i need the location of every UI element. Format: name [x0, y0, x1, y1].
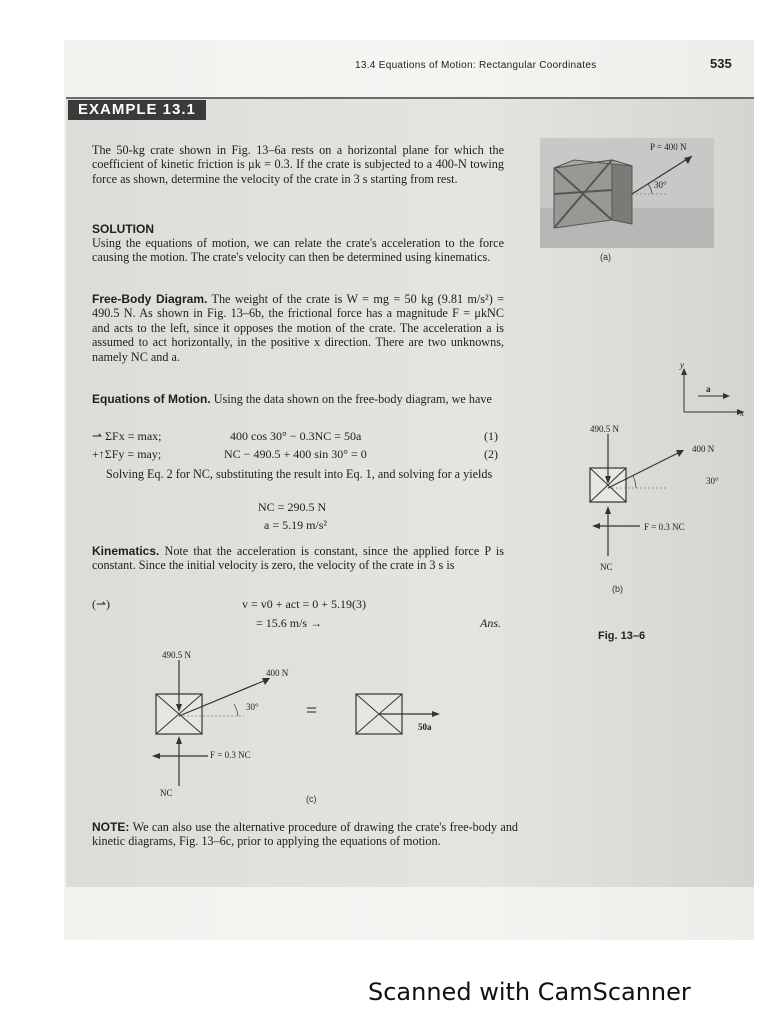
figure-c-diagrams — [148, 656, 448, 790]
example-title: EXAMPLE 13.1 — [68, 100, 206, 120]
figure-a-crate-photo — [540, 138, 714, 248]
figure-b-force-label: 400 N — [692, 444, 715, 454]
equations-paragraph — [92, 392, 504, 406]
equations-heading: Equations of Motion. — [92, 392, 211, 406]
figure-a-force-label: P = 400 N — [650, 142, 687, 152]
figure-caption: Fig. 13–6 — [598, 630, 646, 642]
figure-c-normal-label: NC — [160, 788, 173, 798]
free-body-heading: Free-Body Diagram. — [92, 292, 208, 306]
figure-axes — [674, 360, 748, 420]
figure-c-friction-label: F = 0.3 NC — [210, 750, 251, 760]
result-normal-force: NC = 290.5 N — [258, 500, 327, 514]
eq1-number: (1) — [484, 429, 498, 443]
result-acceleration: a = 5.19 m/s² — [264, 518, 328, 532]
figure-c-force-label: 400 N — [266, 668, 289, 678]
figure-a-angle-label: 30° — [654, 180, 667, 190]
page-number: 535 — [710, 56, 732, 71]
kinematics-text: Note that the acceleration is constant, since the applied force P is constant. Since the initial velocity is zero, the velocity of the crate in 3 s is — [92, 544, 504, 573]
figure-b-weight-label: 490.5 N — [590, 424, 619, 434]
solution-heading: SOLUTION — [92, 222, 154, 236]
kinematics-heading: Kinematics. — [92, 544, 160, 558]
eq1-rhs: 400 cos 30° − 0.3NC = 50a — [230, 429, 362, 443]
running-head: 13.4 Equations of Motion: Rectangular Coordinates — [355, 60, 597, 71]
kinematics-eq1: v = v0 + act = 0 + 5.19(3) — [242, 597, 367, 611]
axis-x-label: x — [740, 408, 744, 418]
problem-statement: The 50-kg crate shown in Fig. 13–6a rests on a horizontal plane for which the coefficient of kinetic friction is μk = 0.3. If the crate is subjected to a 400-N towing force as shown, determine the velocity of the crate in 3 s starting from rest. — [92, 143, 504, 186]
free-body-paragraph — [92, 292, 504, 364]
eq2-rhs: NC − 490.5 + 400 sin 30° = 0 — [224, 447, 367, 461]
figure-c-ma-label: 50a — [418, 722, 432, 732]
figure-c-weight-label: 490.5 N — [162, 650, 191, 660]
figure-c-angle-label: 30° — [246, 702, 259, 712]
axis-y-label: y — [680, 360, 684, 370]
axis-a-label: a — [706, 384, 711, 394]
eq2-lhs: +↑ΣFy = may; — [92, 447, 162, 461]
solution-paragraph: Using the equations of motion, we can relate the crate's acceleration to the force causing the motion. The crate's velocity can then be determined using kinematics. — [92, 236, 504, 265]
figure-a-caption: (a) — [600, 252, 611, 262]
note-heading: NOTE: — [92, 820, 130, 834]
kinematics-sign: (⇀) — [92, 597, 111, 611]
equations-text: Using the data shown on the free-body diagram, we have — [213, 392, 492, 406]
note-paragraph — [92, 820, 518, 849]
kinematics-eq2: = 15.6 m/s → — [256, 616, 323, 630]
eq2-number: (2) — [484, 447, 498, 461]
figure-b-friction-label: F = 0.3 NC — [644, 522, 685, 532]
figure-c-equals: = — [306, 700, 318, 722]
figure-b-normal-label: NC — [600, 562, 613, 572]
kinematics-paragraph — [92, 544, 504, 573]
note-text: We can also use the alternative procedure of drawing the crate's free-body and kinetic diagrams, Fig. 13–6c, prior to applying the equations of motion. — [92, 820, 519, 849]
figure-b-caption: (b) — [612, 584, 623, 594]
figure-b-angle-label: 30° — [706, 476, 719, 486]
eq1-lhs: ⇀ ΣFx = max; — [92, 429, 162, 443]
figure-c-caption: (c) — [306, 794, 317, 804]
solve-paragraph: Solving Eq. 2 for NC, substituting the result into Eq. 1, and solving for a yields — [106, 467, 493, 481]
answer-marker: Ans. — [480, 616, 501, 630]
camscanner-watermark: Scanned with CamScanner — [368, 978, 691, 1006]
free-body-text: The weight of the crate is W = mg = 50 kg (9.81 m/s²) = 490.5 N. As shown in Fig. 13–6b, the frictional force has a magnitude F = μkNC and acts to the left, since it opposes the motion of the crate. The acceleration a is assumed to act horizontally, in the positive x direction. There are two unknowns, namely NC and a. — [92, 292, 504, 364]
